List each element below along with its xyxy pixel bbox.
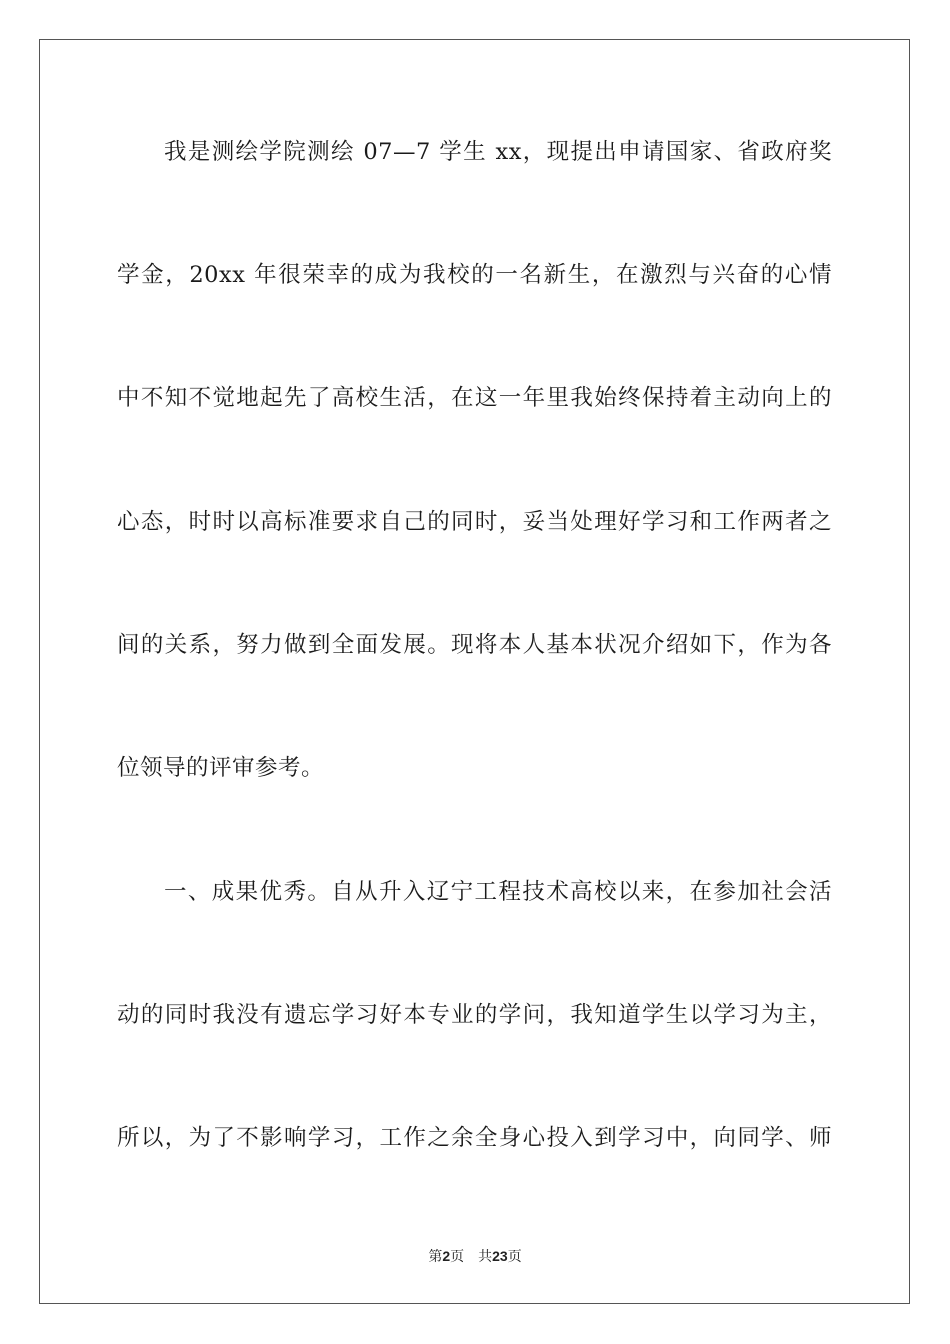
paragraph-1-line-5: 间的关系，努力做到全面发展。现将本人基本状况介绍如下，作为各 [117, 632, 832, 658]
footer-page-prefix: 第 [428, 1249, 443, 1265]
page-footer [0, 1246, 950, 1267]
paragraph-1-line-1: 我是测绘学院测绘 07—7 学生 xx，现提出申请国家、省政府奖 [164, 139, 832, 165]
page-border [39, 39, 910, 1304]
footer-page-number: 2 [442, 1248, 451, 1264]
paragraph-1-line-3: 中不知不觉地起先了高校生活，在这一年里我始终保持着主动向上的 [117, 385, 832, 411]
footer-page-suffix: 页 [450, 1249, 465, 1265]
paragraph-1-line-6: 位领导的评审参考。 [117, 755, 325, 781]
footer-total-pages: 23 [492, 1248, 508, 1264]
paragraph-1-line-2: 学金，20xx 年很荣幸的成为我校的一名新生，在激烈与兴奋的心情 [117, 262, 832, 288]
paragraph-2-line-3: 所以，为了不影响学习，工作之余全身心投入到学习中，向同学、师 [117, 1125, 832, 1151]
footer-total-suffix: 页 [507, 1249, 522, 1265]
paragraph-2-line-1: 一、成果优秀。自从升入辽宁工程技术高校以来，在参加社会活 [164, 879, 832, 905]
footer-total-prefix: 共 [478, 1249, 493, 1265]
paragraph-1-line-4: 心态，时时以高标准要求自己的同时，妥当处理好学习和工作两者之 [117, 509, 832, 535]
paragraph-2-line-2: 动的同时我没有遗忘学习好本专业的学问，我知道学生以学习为主， [117, 1002, 832, 1028]
